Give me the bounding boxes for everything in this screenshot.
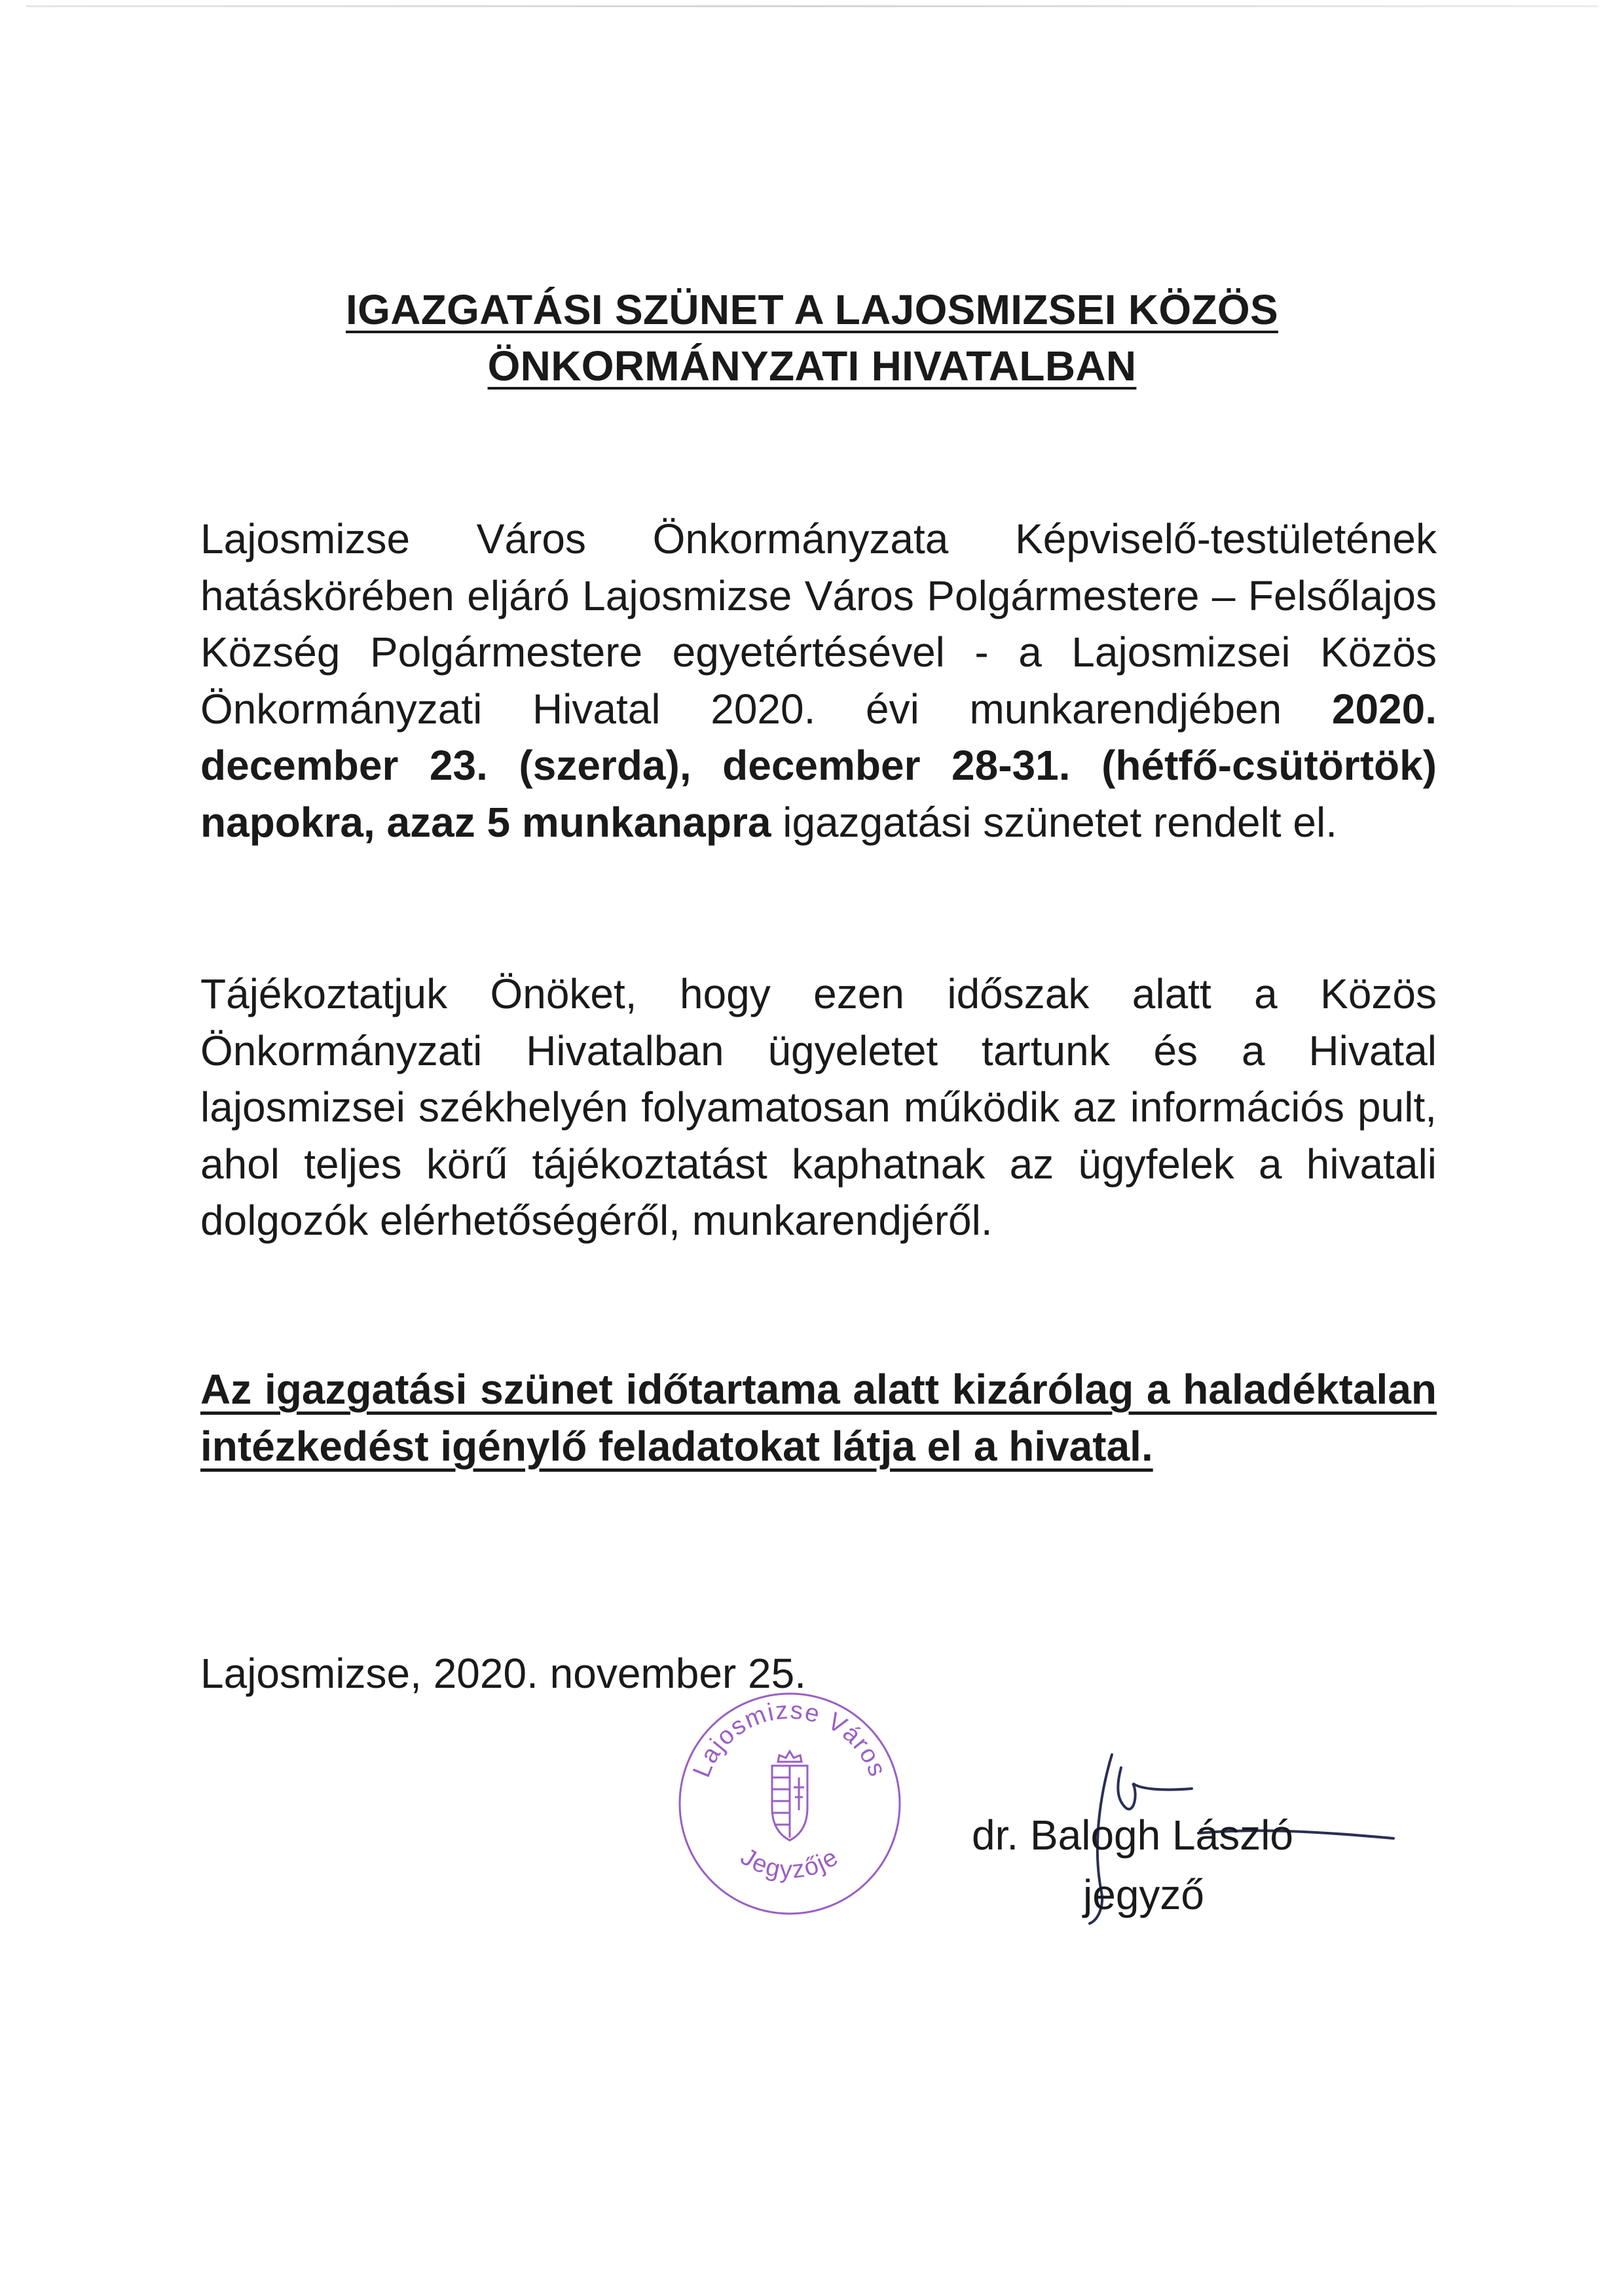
coat-of-arms-icon: [772, 1751, 807, 1840]
title-line-1: IGAZGATÁSI SZÜNET A LAJOSMIZSEI KÖZÖS: [346, 286, 1278, 333]
signatory-name: dr. Balogh László: [972, 1812, 1293, 1859]
paragraph-decision-bold-dates: 2020. december 23. (szerda), december 28-31. (hétfő-csütörtök) napokra, azaz 5 munkanapra: [200, 685, 1437, 846]
stamp-bottom-text: Jegyzője: [735, 1842, 844, 1884]
date-line: Lajosmizse, 2020. november 25.: [200, 1650, 806, 1697]
paragraph-decision-text-2: igazgatási szünetet rendelt el.: [771, 798, 1337, 846]
scan-edge-line: [26, 5, 1598, 7]
paragraph-information: Tájékoztatjuk Önöket, hogy ezen időszak alatt a Közös Önkormányzati Hivatalban ügyeletet tartunk és a Hivatal lajosmizsei székhelyén folyamatosan működik az információs pult, ahol teljes körű tájékoztatást kaphatnak az ügyfelek a hivatali dolgozók elérhetőségéről, munkarendjéről.: [200, 970, 1437, 1244]
paragraph-decision-text-1: Lajosmizse Város Önkormányzata Képviselő-testületének hatáskörében eljáró Lajosmizse Város Polgármestere – Felsőlajos Község Polgármestere egyetértésével - a Lajosmizsei Közös Önkormányzati Hivatal 2020. évi munkarendjében: [200, 515, 1437, 733]
official-stamp: [665, 1679, 914, 1928]
stamp-top-text: Lajosmizse Város: [688, 1696, 892, 1781]
paragraph-notice: Az igazgatási szünet időtartama alatt kizárólag a haladéktalan intézkedést igénylő feladatokat látja el a hivatal.: [200, 1366, 1437, 1470]
paragraph-decision: [200, 511, 1437, 850]
signatory-title: jegyző: [1083, 1871, 1204, 1918]
page-title: [196, 282, 1428, 394]
title-line-2: ÖNKORMÁNYZATI HIVATALBAN: [487, 342, 1137, 390]
